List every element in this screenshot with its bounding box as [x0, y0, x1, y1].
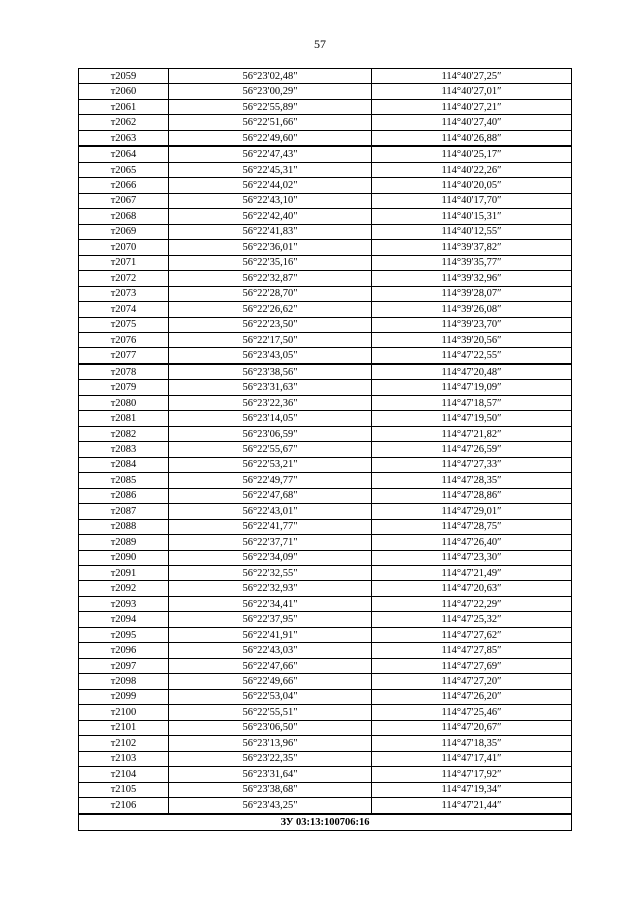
point-id-cell: т2105	[79, 782, 169, 797]
longitude-cell: 114°47'21,44″	[372, 798, 572, 814]
longitude-cell: 114°39'26,08″	[372, 302, 572, 317]
longitude-cell: 114°47'28,75″	[372, 519, 572, 534]
point-id-cell: т2097	[79, 658, 169, 673]
latitude-cell: 56°22'37,95"	[169, 612, 372, 627]
page-number: 57	[314, 37, 326, 51]
table-row	[79, 550, 572, 565]
longitude-cell: 114°47'26,59″	[372, 442, 572, 457]
longitude-cell: 114°47'26,40″	[372, 535, 572, 550]
point-id-cell: т2098	[79, 674, 169, 689]
latitude-cell: 56°23'38,68"	[169, 782, 372, 797]
longitude-cell: 114°40'20,05″	[372, 178, 572, 193]
point-id-cell: т2087	[79, 504, 169, 519]
point-id-cell: т2081	[79, 411, 169, 426]
longitude-cell: 114°39'20,56″	[372, 332, 572, 347]
latitude-cell: 56°23'31,63"	[169, 380, 372, 395]
point-id-cell: т2106	[79, 798, 169, 814]
table-row	[79, 130, 572, 146]
table-row	[79, 566, 572, 581]
table-row	[79, 162, 572, 177]
point-id-cell: т2099	[79, 689, 169, 704]
longitude-cell: 114°47'20,63″	[372, 581, 572, 596]
latitude-cell: 56°23'31,64"	[169, 767, 372, 782]
table-row	[79, 84, 572, 99]
table-row	[79, 69, 572, 84]
point-id-cell: т2092	[79, 581, 169, 596]
table-row	[79, 115, 572, 130]
longitude-cell: 114°47'18,57″	[372, 395, 572, 410]
longitude-cell: 114°47'29,01″	[372, 504, 572, 519]
longitude-cell: 114°40'17,70″	[372, 193, 572, 208]
table-footer-row	[79, 814, 572, 831]
table-row	[79, 689, 572, 704]
point-id-cell: т2102	[79, 736, 169, 751]
latitude-cell: 56°22'53,21"	[169, 457, 372, 472]
latitude-cell: 56°22'41,91"	[169, 627, 372, 642]
longitude-cell: 114°47'20,67″	[372, 720, 572, 735]
latitude-cell: 56°22'49,60"	[169, 130, 372, 146]
table-row	[79, 271, 572, 286]
longitude-cell: 114°47'27,69″	[372, 658, 572, 673]
latitude-cell: 56°22'35,16"	[169, 255, 372, 270]
latitude-cell: 56°22'49,66"	[169, 674, 372, 689]
table-row	[79, 504, 572, 519]
table-row	[79, 209, 572, 224]
point-id-cell: т2060	[79, 84, 169, 99]
longitude-cell: 114°47'22,55″	[372, 348, 572, 364]
latitude-cell: 56°22'47,68"	[169, 488, 372, 503]
latitude-cell: 56°22'45,31"	[169, 162, 372, 177]
longitude-cell: 114°47'27,85″	[372, 643, 572, 658]
coordinates-table	[78, 68, 572, 831]
table-row	[79, 658, 572, 673]
point-id-cell: т2074	[79, 302, 169, 317]
point-id-cell: т2086	[79, 488, 169, 503]
longitude-cell: 114°40'27,21″	[372, 99, 572, 114]
point-id-cell: т2071	[79, 255, 169, 270]
table-row	[79, 767, 572, 782]
longitude-cell: 114°47'25,46″	[372, 705, 572, 720]
longitude-cell: 114°40'27,40″	[372, 115, 572, 130]
point-id-cell: т2095	[79, 627, 169, 642]
point-id-cell: т2083	[79, 442, 169, 457]
latitude-cell: 56°22'26,62"	[169, 302, 372, 317]
table-row	[79, 317, 572, 332]
table-row	[79, 348, 572, 364]
table-row	[79, 535, 572, 550]
table-row	[79, 411, 572, 426]
latitude-cell: 56°22'43,01"	[169, 504, 372, 519]
table-row	[79, 224, 572, 239]
table-row	[79, 674, 572, 689]
table-row	[79, 255, 572, 270]
longitude-cell: 114°47'20,48″	[372, 364, 572, 380]
longitude-cell: 114°47'26,20″	[372, 689, 572, 704]
table-row	[79, 519, 572, 534]
longitude-cell: 114°39'28,07″	[372, 286, 572, 301]
latitude-cell: 56°22'41,83"	[169, 224, 372, 239]
point-id-cell: т2084	[79, 457, 169, 472]
latitude-cell: 56°23'38,56"	[169, 364, 372, 380]
longitude-cell: 114°47'19,50″	[372, 411, 572, 426]
point-id-cell: т2064	[79, 146, 169, 162]
table-row	[79, 457, 572, 472]
point-id-cell: т2103	[79, 751, 169, 766]
table-row	[79, 736, 572, 751]
point-id-cell: т2070	[79, 240, 169, 255]
table-row	[79, 782, 572, 797]
latitude-cell: 56°22'55,51"	[169, 705, 372, 720]
table-row	[79, 380, 572, 395]
latitude-cell: 56°23'13,96"	[169, 736, 372, 751]
latitude-cell: 56°22'47,66"	[169, 658, 372, 673]
latitude-cell: 56°23'00,29"	[169, 84, 372, 99]
longitude-cell: 114°47'28,35″	[372, 473, 572, 488]
longitude-cell: 114°47'17,41″	[372, 751, 572, 766]
latitude-cell: 56°23'43,05"	[169, 348, 372, 364]
table-row	[79, 798, 572, 814]
point-id-cell: т2080	[79, 395, 169, 410]
latitude-cell: 56°22'55,89"	[169, 99, 372, 114]
point-id-cell: т2073	[79, 286, 169, 301]
latitude-cell: 56°23'43,25"	[169, 798, 372, 814]
latitude-cell: 56°22'34,41"	[169, 596, 372, 611]
table-row	[79, 473, 572, 488]
latitude-cell: 56°22'44,02"	[169, 178, 372, 193]
point-id-cell: т2089	[79, 535, 169, 550]
latitude-cell: 56°23'02,48"	[169, 69, 372, 84]
point-id-cell: т2062	[79, 115, 169, 130]
point-id-cell: т2091	[79, 566, 169, 581]
longitude-cell: 114°40'15,31″	[372, 209, 572, 224]
longitude-cell: 114°47'27,62″	[372, 627, 572, 642]
table-row	[79, 720, 572, 735]
point-id-cell: т2093	[79, 596, 169, 611]
latitude-cell: 56°22'51,66"	[169, 115, 372, 130]
table-row	[79, 627, 572, 642]
longitude-cell: 114°47'17,92″	[372, 767, 572, 782]
table-row	[79, 99, 572, 114]
table-row	[79, 705, 572, 720]
point-id-cell: т2072	[79, 271, 169, 286]
latitude-cell: 56°23'06,50"	[169, 720, 372, 735]
point-id-cell: т2061	[79, 99, 169, 114]
latitude-cell: 56°23'22,36"	[169, 395, 372, 410]
longitude-cell: 114°39'32,96″	[372, 271, 572, 286]
longitude-cell: 114°40'25,17″	[372, 146, 572, 162]
table-row	[79, 751, 572, 766]
table-row	[79, 488, 572, 503]
point-id-cell: т2069	[79, 224, 169, 239]
point-id-cell: т2076	[79, 332, 169, 347]
longitude-cell: 114°47'21,82″	[372, 426, 572, 441]
longitude-cell: 114°47'19,34″	[372, 782, 572, 797]
table-row	[79, 286, 572, 301]
latitude-cell: 56°22'28,70"	[169, 286, 372, 301]
table-row	[79, 302, 572, 317]
point-id-cell: т2067	[79, 193, 169, 208]
point-id-cell: т2082	[79, 426, 169, 441]
latitude-cell: 56°22'34,09"	[169, 550, 372, 565]
latitude-cell: 56°23'06,59"	[169, 426, 372, 441]
table-row	[79, 146, 572, 162]
longitude-cell: 114°39'37,82″	[372, 240, 572, 255]
latitude-cell: 56°22'23,50"	[169, 317, 372, 332]
point-id-cell: т2090	[79, 550, 169, 565]
longitude-cell: 114°47'18,35″	[372, 736, 572, 751]
coordinates-table-body	[79, 69, 572, 814]
point-id-cell: т2096	[79, 643, 169, 658]
point-id-cell: т2085	[79, 473, 169, 488]
land-plot-cadastral-number: ЗУ 03:13:100706:16	[79, 814, 572, 831]
table-row	[79, 193, 572, 208]
longitude-cell: 114°47'19,09″	[372, 380, 572, 395]
point-id-cell: т2101	[79, 720, 169, 735]
table-row	[79, 442, 572, 457]
latitude-cell: 56°22'41,77"	[169, 519, 372, 534]
point-id-cell: т2077	[79, 348, 169, 364]
point-id-cell: т2063	[79, 130, 169, 146]
point-id-cell: т2079	[79, 380, 169, 395]
point-id-cell: т2104	[79, 767, 169, 782]
point-id-cell: т2075	[79, 317, 169, 332]
table-row	[79, 612, 572, 627]
latitude-cell: 56°22'43,10"	[169, 193, 372, 208]
longitude-cell: 114°40'26,88″	[372, 130, 572, 146]
table-row	[79, 240, 572, 255]
latitude-cell: 56°22'32,93"	[169, 581, 372, 596]
table-row	[79, 395, 572, 410]
longitude-cell: 114°47'28,86″	[372, 488, 572, 503]
table-row	[79, 426, 572, 441]
table-row	[79, 178, 572, 193]
latitude-cell: 56°22'32,55"	[169, 566, 372, 581]
longitude-cell: 114°40'27,25″	[372, 69, 572, 84]
longitude-cell: 114°39'23,70″	[372, 317, 572, 332]
longitude-cell: 114°47'21,49″	[372, 566, 572, 581]
longitude-cell: 114°39'35,77″	[372, 255, 572, 270]
latitude-cell: 56°22'53,04"	[169, 689, 372, 704]
point-id-cell: т2059	[79, 69, 169, 84]
point-id-cell: т2065	[79, 162, 169, 177]
longitude-cell: 114°40'12,55″	[372, 224, 572, 239]
longitude-cell: 114°47'27,20″	[372, 674, 572, 689]
longitude-cell: 114°47'22,29″	[372, 596, 572, 611]
point-id-cell: т2100	[79, 705, 169, 720]
longitude-cell: 114°40'22,26″	[372, 162, 572, 177]
latitude-cell: 56°23'14,05"	[169, 411, 372, 426]
latitude-cell: 56°22'49,77"	[169, 473, 372, 488]
longitude-cell: 114°47'27,33″	[372, 457, 572, 472]
latitude-cell: 56°22'17,50"	[169, 332, 372, 347]
latitude-cell: 56°23'22,35"	[169, 751, 372, 766]
latitude-cell: 56°22'42,40"	[169, 209, 372, 224]
latitude-cell: 56°22'55,67"	[169, 442, 372, 457]
point-id-cell: т2094	[79, 612, 169, 627]
table-row	[79, 643, 572, 658]
point-id-cell: т2088	[79, 519, 169, 534]
point-id-cell: т2068	[79, 209, 169, 224]
latitude-cell: 56°22'32,87"	[169, 271, 372, 286]
table-row	[79, 332, 572, 347]
table-row	[79, 596, 572, 611]
longitude-cell: 114°40'27,01″	[372, 84, 572, 99]
table-row	[79, 581, 572, 596]
longitude-cell: 114°47'23,30″	[372, 550, 572, 565]
latitude-cell: 56°22'36,01"	[169, 240, 372, 255]
point-id-cell: т2078	[79, 364, 169, 380]
latitude-cell: 56°22'43,03"	[169, 643, 372, 658]
latitude-cell: 56°22'47,43"	[169, 146, 372, 162]
latitude-cell: 56°22'37,71"	[169, 535, 372, 550]
table-row	[79, 364, 572, 380]
point-id-cell: т2066	[79, 178, 169, 193]
longitude-cell: 114°47'25,32″	[372, 612, 572, 627]
